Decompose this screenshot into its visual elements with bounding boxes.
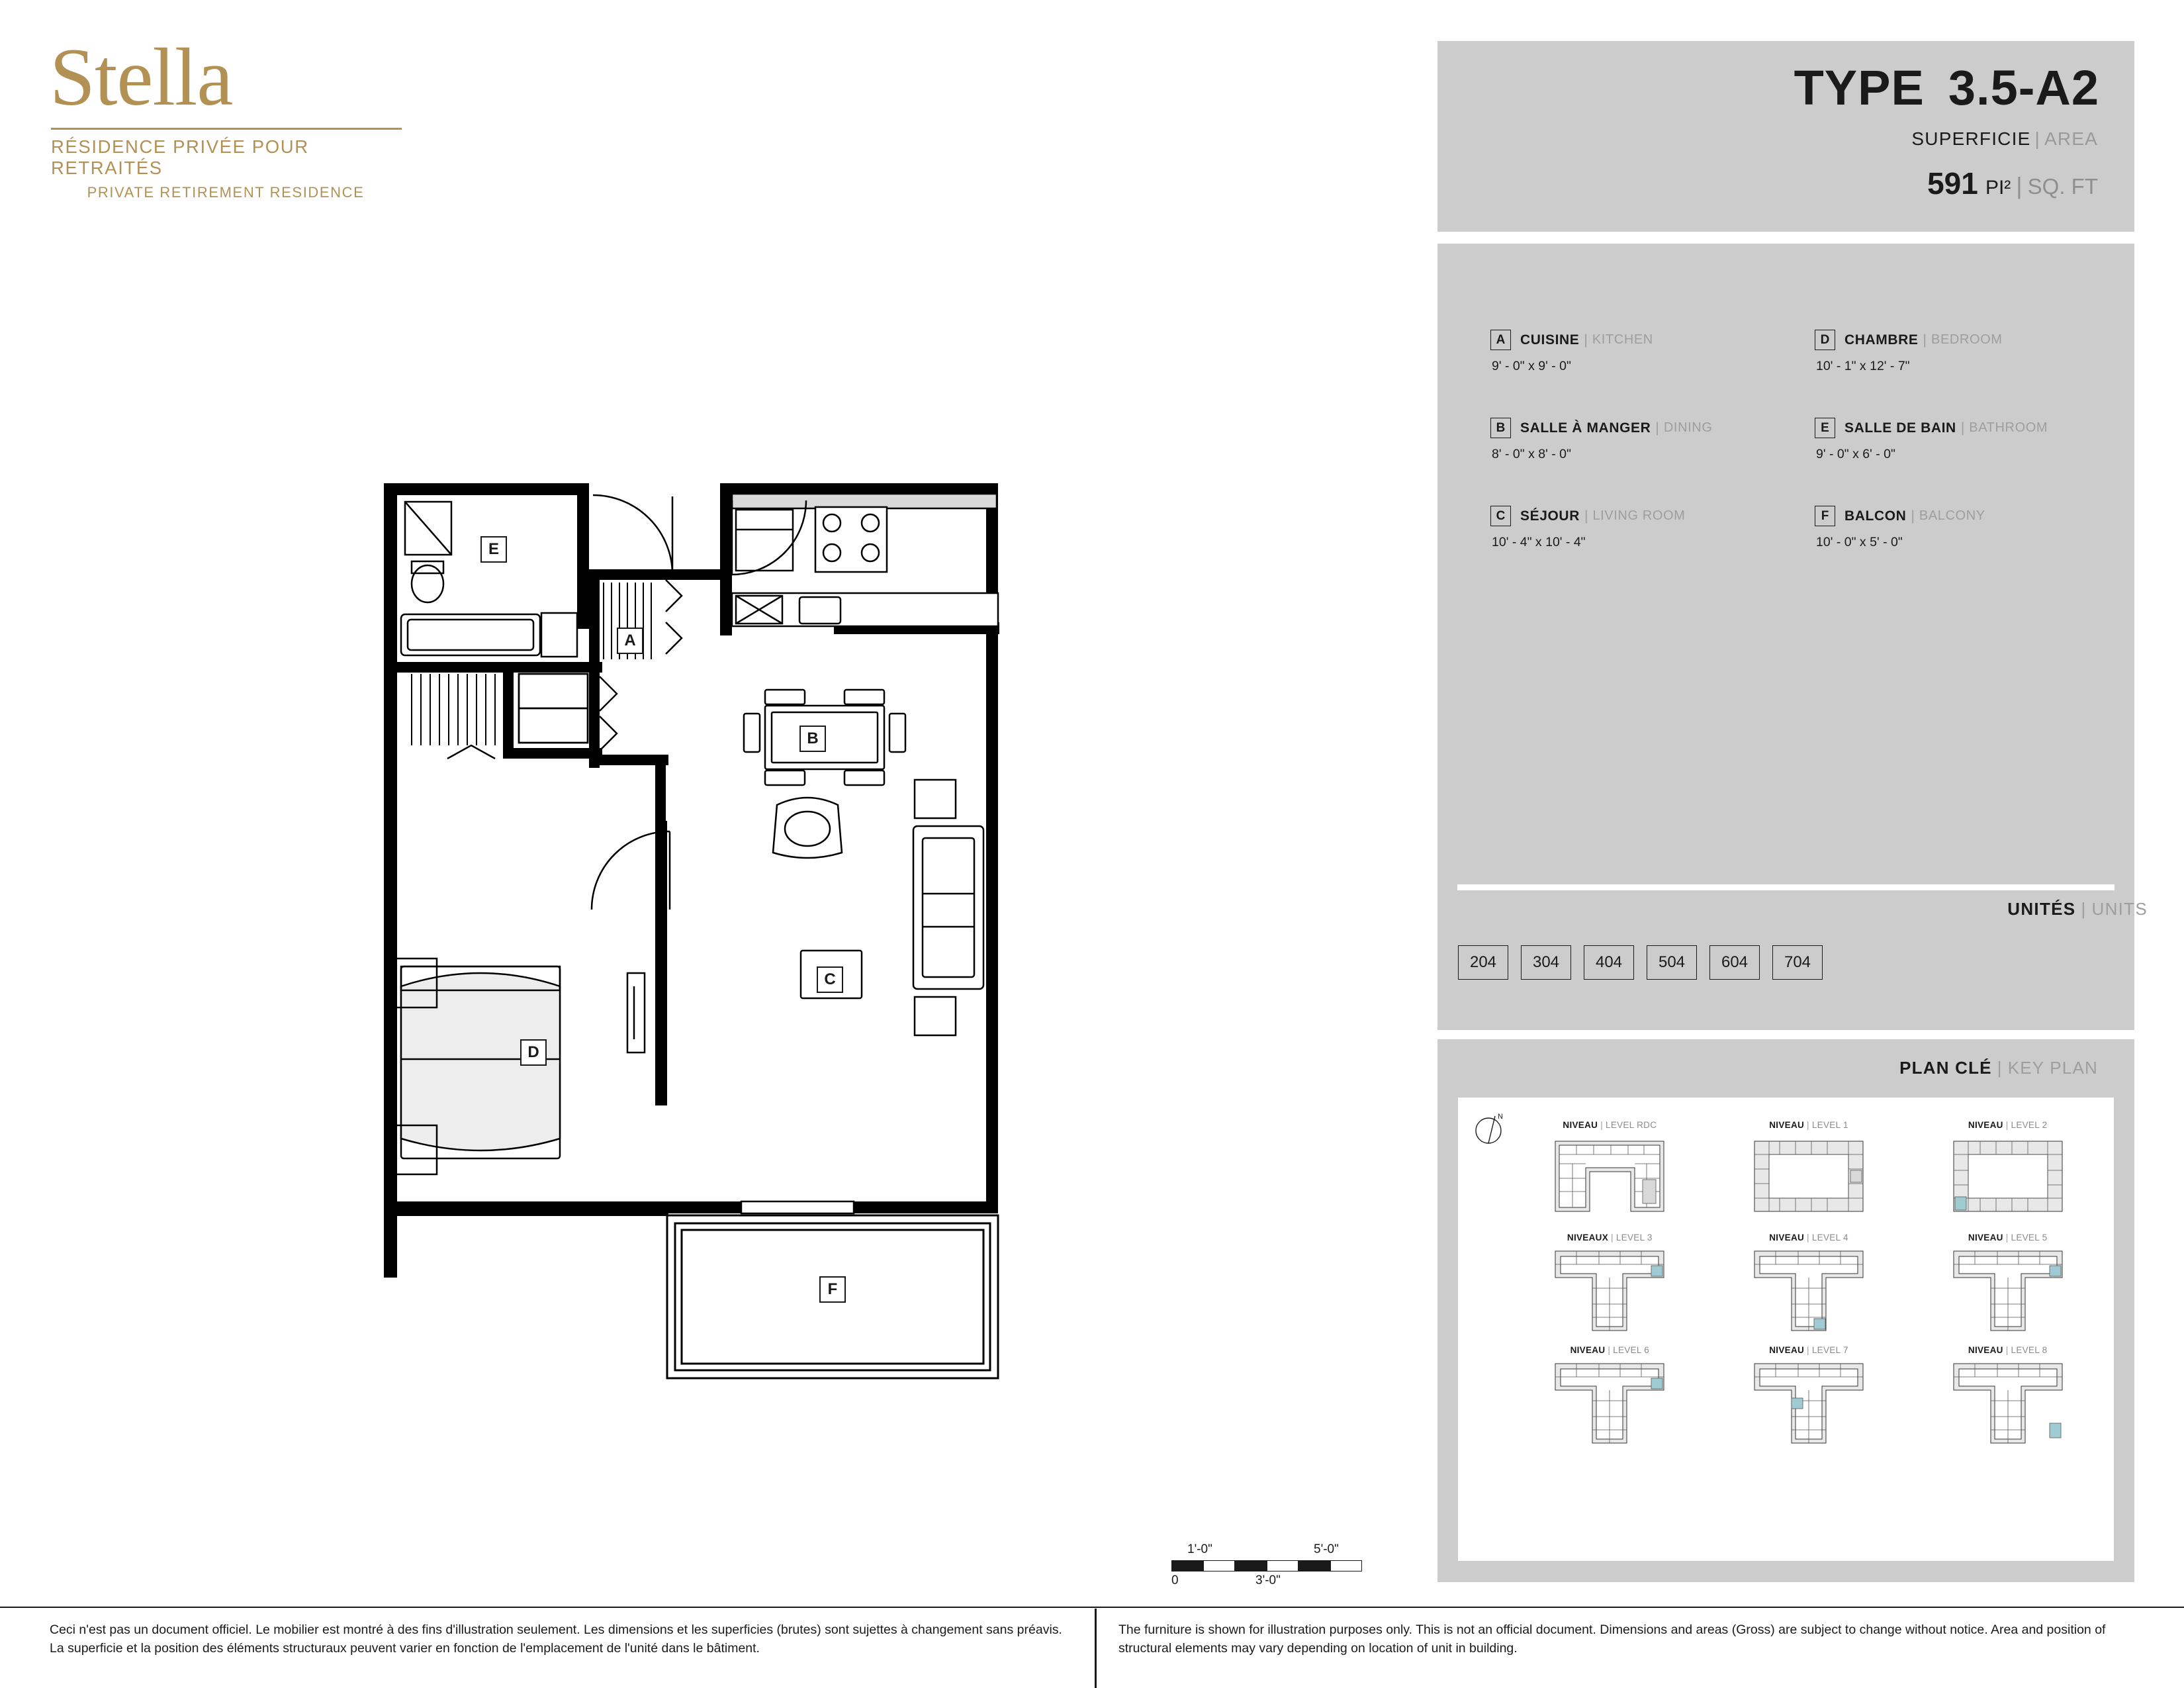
scale-label-5ft: 5'-0" [1314, 1542, 1339, 1556]
room-name-en: BALCONY [1919, 508, 1985, 523]
scale-label-1ft: 1'-0" [1187, 1542, 1212, 1556]
level-label-fr: NIVEAU [1769, 1345, 1805, 1355]
level-label-en: LEVEL 8 [2011, 1345, 2048, 1355]
room-separator: | [1584, 508, 1588, 524]
level-label-fr: NIVEAU [1769, 1120, 1805, 1130]
area-value-separator: | [2016, 172, 2023, 199]
level-label-en: LEVEL 4 [1811, 1233, 1848, 1243]
plan-tag-B: B [799, 726, 826, 752]
footer-divider [0, 1607, 2184, 1608]
room-name-fr: BALCON [1844, 508, 1907, 524]
plan-tag-D: D [520, 1039, 547, 1066]
key-plan-panel [1437, 1039, 2134, 1582]
level-label-fr: NIVEAU [1769, 1233, 1805, 1243]
room-key-badge: B [1490, 418, 1511, 438]
area-label-en: AREA [2044, 128, 2098, 149]
level-label-en: LEVEL 6 [1613, 1345, 1650, 1355]
room-legend-column-left [1490, 330, 1712, 594]
room-legend-column-right [1815, 330, 2048, 594]
room-separator: | [1960, 420, 1965, 436]
level-figure [1518, 1132, 1702, 1230]
room-name-fr: SALLE DE BAIN [1844, 420, 1956, 436]
units-label [2007, 899, 2148, 919]
scale-bar [1171, 1542, 1396, 1589]
north-arrow-icon [1473, 1109, 1510, 1147]
level-label-en: LEVEL 1 [1811, 1120, 1848, 1130]
area-label-separator: | [2034, 128, 2040, 149]
brand-wordmark: Stella [50, 32, 233, 122]
room-separator: | [1911, 508, 1915, 524]
room-separator: | [1655, 420, 1659, 436]
unit-number-304[interactable]: 304 [1521, 945, 1571, 980]
level-label-fr: NIVEAU [1968, 1120, 2003, 1130]
level-sep: | [1608, 1345, 1611, 1355]
level-sep: | [1611, 1233, 1614, 1243]
room-name-en: DINING [1663, 420, 1713, 435]
key-plan-label-fr: PLAN CLÉ [1899, 1058, 1992, 1078]
key-plan-label-separator: | [1997, 1058, 2003, 1078]
room-key-badge: D [1815, 330, 1835, 350]
scale-bar-segments [1171, 1560, 1396, 1571]
key-plan-cell-level-5[interactable] [1915, 1233, 2100, 1342]
floor-plan-drawing [371, 463, 1099, 1523]
brand-divider [51, 128, 402, 130]
level-label-fr: NIVEAU [1968, 1345, 2003, 1355]
key-plan-cell-level-6[interactable] [1518, 1345, 1702, 1455]
key-plan-cell-rdc[interactable] [1518, 1120, 1702, 1230]
room-dimensions: 9' - 0" x 9' - 0" [1492, 359, 1571, 373]
key-plan-cell-level-4[interactable] [1717, 1233, 1901, 1342]
room-legend-item [1490, 330, 1712, 374]
key-plan-cell-level-8[interactable] [1915, 1345, 2100, 1455]
level-sep: | [2005, 1120, 2009, 1130]
unit-number-504[interactable]: 504 [1647, 945, 1697, 980]
unit-type-panel [1437, 41, 2134, 232]
plan-tag-A: A [617, 628, 643, 654]
room-legend-item [1490, 506, 1712, 550]
level-label-en: LEVEL 7 [1811, 1345, 1848, 1355]
units-divider [1457, 884, 2115, 890]
plan-tag-F: F [819, 1276, 846, 1303]
plan-tag-E: E [480, 536, 507, 563]
room-dimensions: 10' - 1" x 12' - 7" [1816, 359, 1910, 373]
room-key-badge: F [1815, 506, 1835, 526]
key-plan-cell-level-7[interactable] [1717, 1345, 1901, 1455]
key-plan-label [1899, 1058, 2098, 1078]
area-value [1927, 165, 2098, 201]
level-label-fr: NIVEAU [1968, 1233, 2003, 1243]
room-name-en: LIVING ROOM [1592, 508, 1686, 523]
level-label-en: LEVEL 2 [2011, 1120, 2048, 1130]
room-name-en: BATHROOM [1969, 420, 2048, 435]
brand-logo [50, 32, 420, 201]
room-dimensions: 8' - 0" x 8' - 0" [1492, 447, 1571, 461]
level-sep: | [2005, 1345, 2009, 1355]
key-plan-cell-level-1[interactable] [1717, 1120, 1901, 1230]
scale-bar-bottom-labels [1171, 1573, 1396, 1589]
room-legend-item [1815, 418, 2048, 462]
scale-label-3ft: 3'-0" [1255, 1573, 1281, 1587]
level-label-en: LEVEL 3 [1615, 1233, 1653, 1243]
room-dimensions: 10' - 4" x 10' - 4" [1492, 535, 1586, 549]
area-unit-en: SQ. FT [2027, 174, 2098, 199]
key-plan-label-en: KEY PLAN [2007, 1058, 2098, 1078]
area-label-fr: SUPERFICIE [1911, 128, 2031, 149]
room-legend-item [1490, 418, 1712, 462]
brand-tagline-fr: RÉSIDENCE PRIVÉE POUR RETRAITÉS [51, 136, 309, 178]
floor-plan-svg [371, 463, 1099, 1523]
room-name-fr: SÉJOUR [1520, 508, 1580, 524]
disclaimer-en: The furniture is shown for illustration purposes only. This is not an official document. Dimensions and areas (Gross) are subject to change without notice. Area and position of structural elements may vary depending on location of unit in building. [1118, 1622, 2106, 1656]
level-sep: | [1807, 1233, 1809, 1243]
room-name-en: BEDROOM [1931, 332, 2003, 347]
key-plan-grid [1518, 1120, 2100, 1455]
level-sep: | [1807, 1345, 1809, 1355]
area-unit-fr: PI² [1985, 177, 2011, 199]
scale-bar-top-labels [1171, 1542, 1396, 1558]
room-name-fr: CUISINE [1520, 332, 1580, 348]
footer-column-divider [1095, 1609, 1097, 1688]
level-label-fr: NIVEAU [1570, 1345, 1606, 1355]
type-code: 3.5-A2 [1948, 60, 2099, 115]
level-label-fr: NIVEAUX [1567, 1233, 1609, 1243]
units-list [1458, 945, 1823, 980]
room-separator: | [1584, 332, 1588, 348]
unit-number-204[interactable]: 204 [1458, 945, 1508, 980]
room-name-fr: CHAMBRE [1844, 332, 1919, 348]
units-label-en: UNITS [2091, 899, 2148, 919]
room-separator: | [1923, 332, 1927, 348]
type-word: TYPE [1794, 60, 1925, 115]
level-figure [1518, 1357, 1702, 1455]
level-sep: | [2005, 1233, 2009, 1243]
room-legend-item [1815, 506, 2048, 550]
key-plan-canvas [1458, 1098, 2114, 1561]
level-label-en: LEVEL 5 [2011, 1233, 2048, 1243]
level-figure [1717, 1132, 1901, 1230]
level-figure [1518, 1244, 1702, 1342]
page-title [1794, 60, 2099, 116]
units-label-separator: | [2081, 899, 2087, 919]
level-figure [1915, 1132, 2100, 1230]
disclaimer-fr: Ceci n'est pas un document officiel. Le mobilier est montré à des fins d'illustration seulement. Les dimensions et les superficies (brutes) sont sujettes à changement sans préavis. La superficie et la position des éléments structuraux peuvent varier en fonction de l'emplacement de l'unité dans le bâtiment. [50, 1622, 1062, 1656]
level-figure [1915, 1244, 2100, 1342]
scale-label-0: 0 [1171, 1573, 1179, 1587]
room-dimensions: 10' - 0" x 5' - 0" [1816, 535, 1903, 549]
unit-number-704[interactable]: 704 [1772, 945, 1823, 980]
room-key-badge: E [1815, 418, 1835, 438]
room-dimensions: 9' - 0" x 6' - 0" [1816, 447, 1895, 461]
level-sep: | [1807, 1120, 1809, 1130]
svg-text:N: N [1498, 1113, 1503, 1121]
brand-tagline-en: PRIVATE RETIREMENT RESIDENCE [87, 184, 365, 201]
level-figure [1915, 1357, 2100, 1455]
room-name-fr: SALLE À MANGER [1520, 420, 1651, 436]
units-label-fr: UNITÉS [2007, 899, 2076, 919]
level-figure [1717, 1357, 1901, 1455]
plan-tag-C: C [817, 966, 843, 993]
level-sep: | [1600, 1120, 1604, 1130]
key-plan-cell-level-3[interactable] [1518, 1233, 1702, 1342]
room-legend-item [1815, 330, 2048, 374]
key-plan-cell-level-2[interactable] [1915, 1120, 2100, 1230]
level-label-en: LEVEL RDC [1606, 1120, 1657, 1130]
area-label [1911, 128, 2098, 150]
room-key-badge: A [1490, 330, 1511, 350]
area-number: 591 [1927, 166, 1978, 201]
room-name-en: KITCHEN [1592, 332, 1653, 347]
level-figure [1717, 1244, 1901, 1342]
unit-number-604[interactable]: 604 [1709, 945, 1760, 980]
room-key-badge: C [1490, 506, 1511, 526]
level-label-fr: NIVEAU [1563, 1120, 1598, 1130]
unit-number-404[interactable]: 404 [1584, 945, 1634, 980]
